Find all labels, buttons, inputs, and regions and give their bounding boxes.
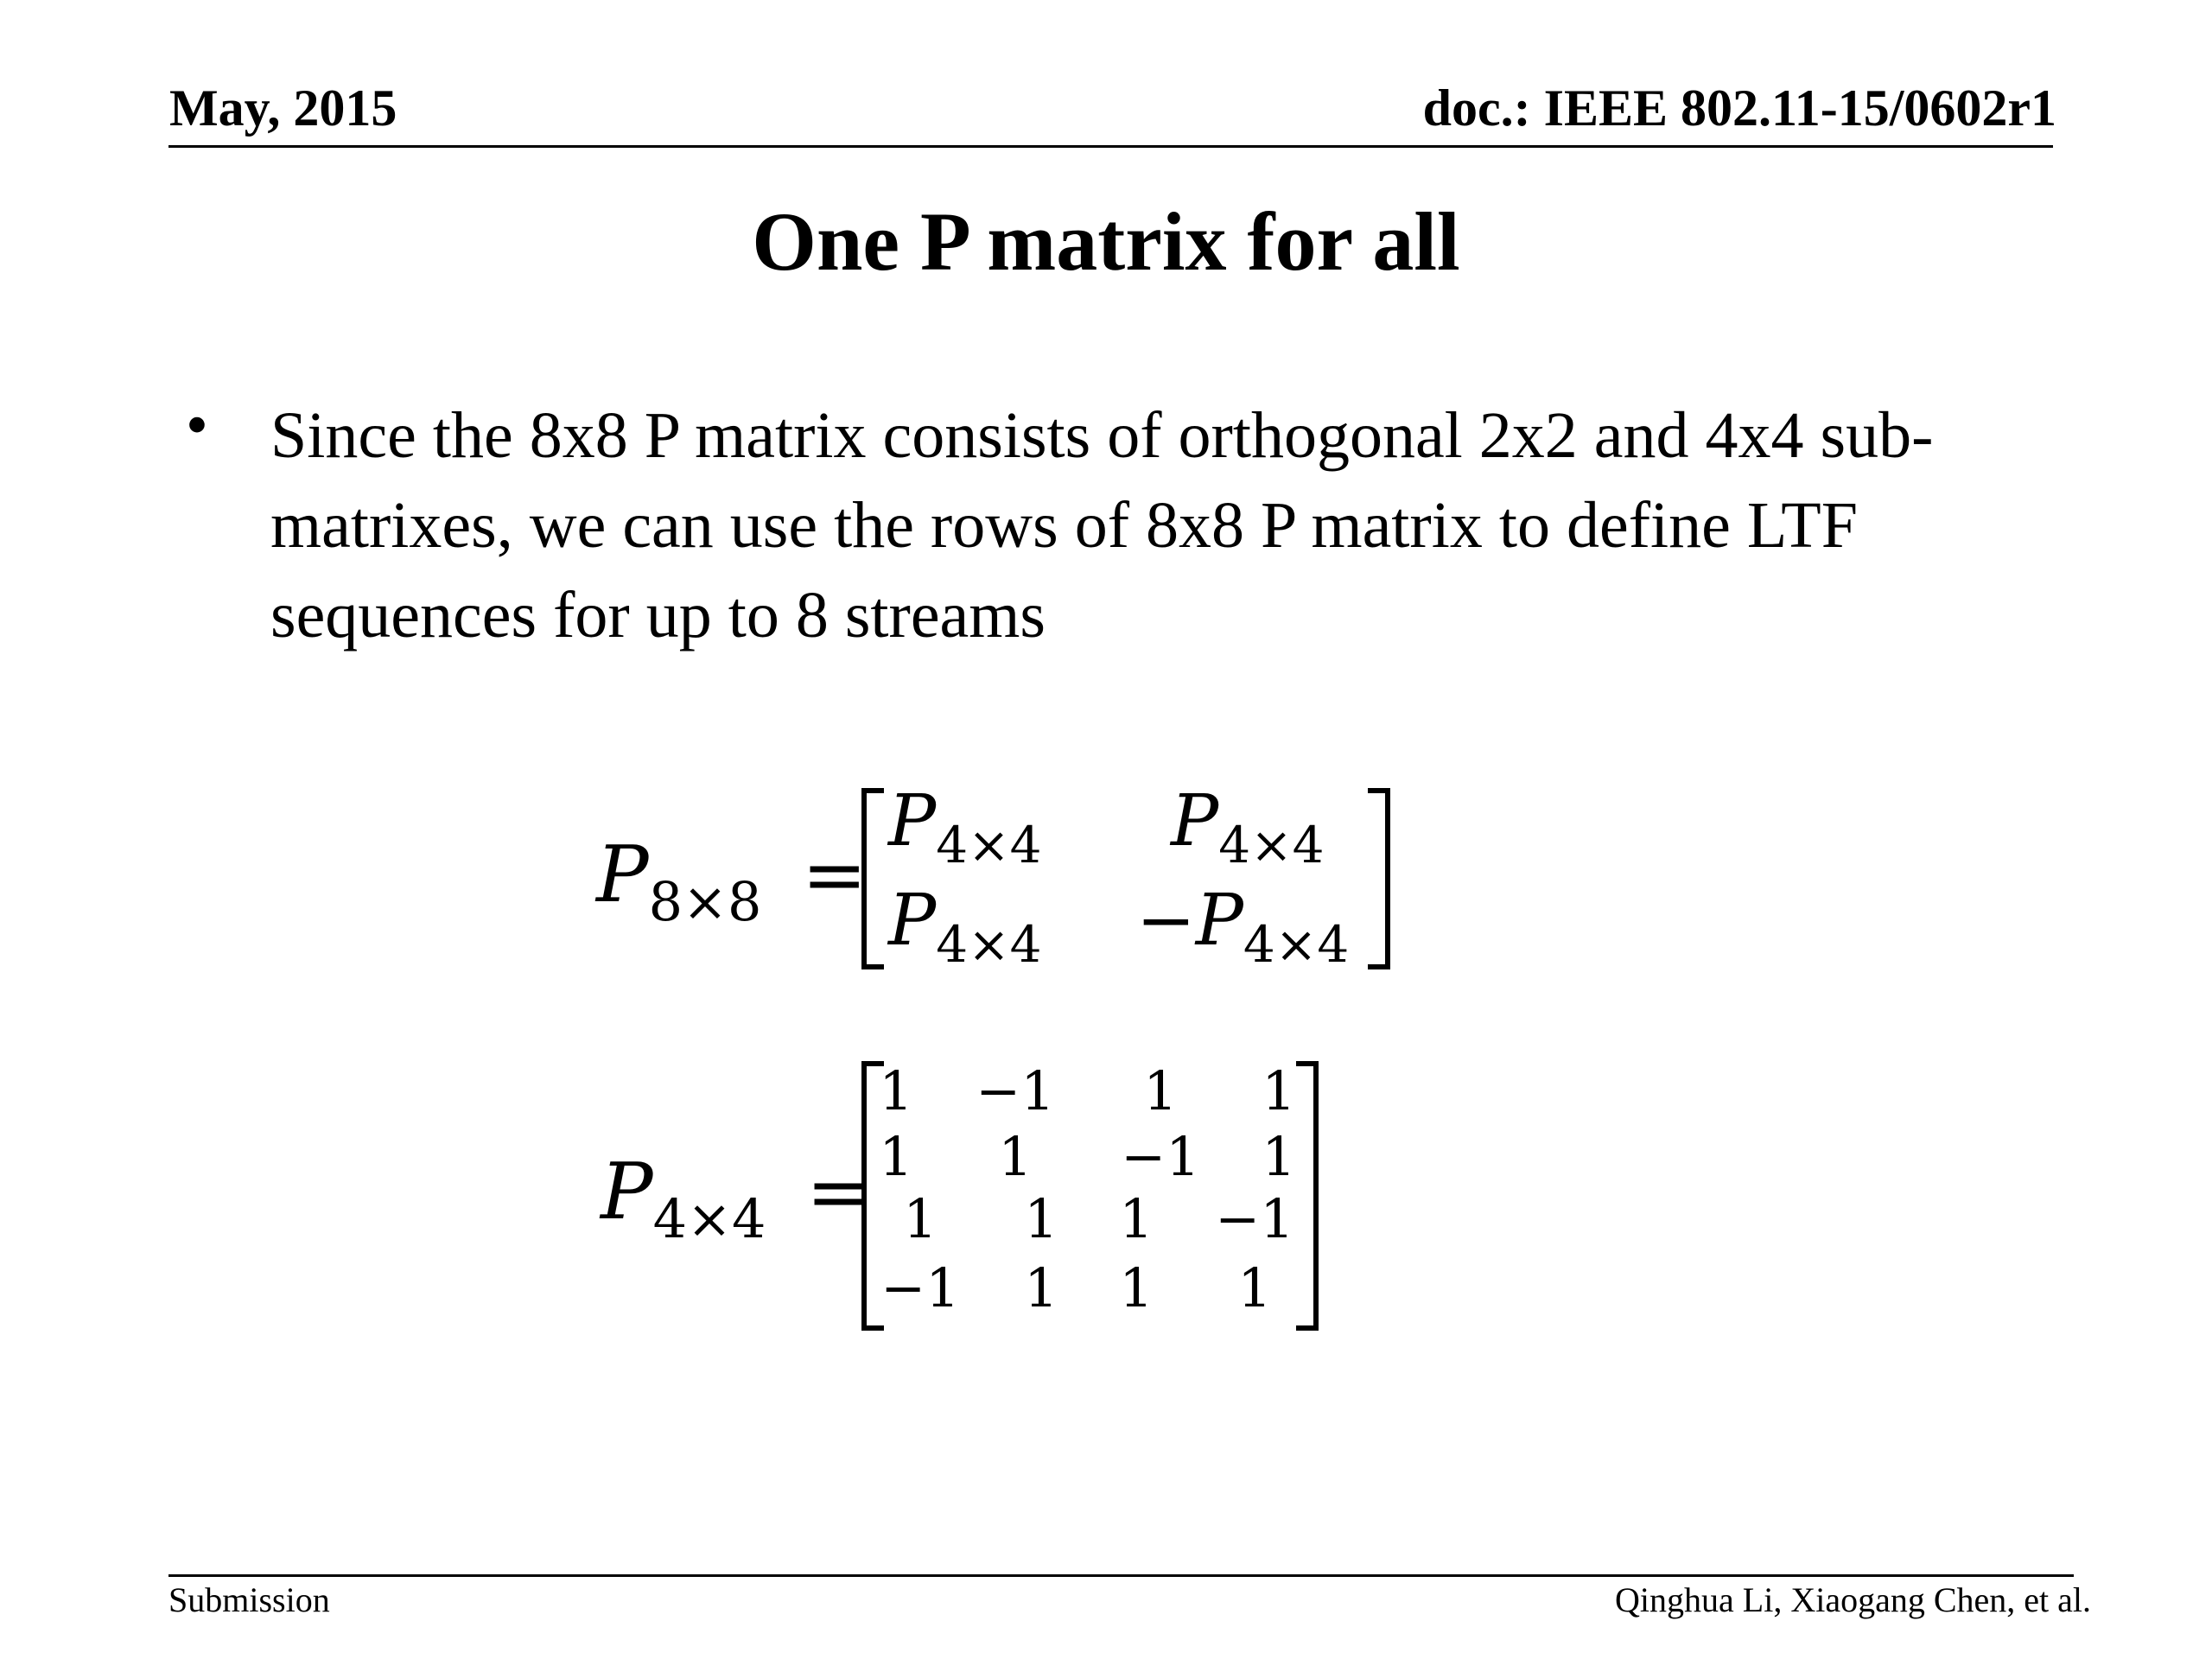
matrix-cell-r2c2: 1 bbox=[998, 1125, 1033, 1188]
matrix-cell-r4c3: 1 bbox=[1119, 1256, 1154, 1319]
matrix-cell-r4c2: 1 bbox=[1024, 1256, 1058, 1319]
equation-p4x4-lhs bbox=[601, 1147, 872, 1250]
bullet-marker: • bbox=[186, 390, 208, 461]
matrix-cell-r3c4: −1 bbox=[1215, 1187, 1294, 1250]
block-cell-r2c1: $P_{4\times 4}$ bbox=[888, 880, 1042, 974]
equals-sign: = bbox=[802, 830, 868, 920]
right-bracket bbox=[1368, 788, 1390, 969]
lhs-subscript: 4×4 bbox=[652, 1187, 766, 1250]
matrix-cell-r1c2: −1 bbox=[976, 1059, 1055, 1122]
matrix-cell-r3c1: 1 bbox=[903, 1187, 938, 1250]
matrix-cell-r1c1: 1 bbox=[879, 1059, 913, 1122]
header-date: May, 2015 bbox=[169, 79, 397, 137]
block-cell-r1c2: $P_{4\times 4}$ bbox=[1171, 780, 1325, 874]
block-cell-r2c2: $-P_{4\times 4}$ bbox=[1136, 880, 1350, 974]
matrix-cell-r1c4: 1 bbox=[1262, 1059, 1296, 1122]
left-bracket bbox=[861, 788, 884, 969]
block-cell-r1c1: $P_{4\times 4}$ bbox=[888, 780, 1042, 874]
lhs-subscript: 8×8 bbox=[648, 870, 762, 933]
equation-p8x8-lhs bbox=[596, 830, 868, 933]
matrix-cell-r1c3: 1 bbox=[1143, 1059, 1178, 1122]
bullet-text: Since the 8x8 P matrix consists of orthogonal 2x2 and 4x4 sub-matrixes, we can use the rows of 8x8 P matrix to define LTF sequences for up to 8 streams bbox=[270, 399, 1934, 652]
equals-sign: = bbox=[806, 1147, 872, 1237]
matrix-cell-r3c3: 1 bbox=[1119, 1187, 1154, 1250]
matrix-cell-r2c4: 1 bbox=[1262, 1125, 1296, 1188]
footer-authors: Qinghua Li, Xiaogang Chen, et al. bbox=[1615, 1580, 2091, 1619]
matrix-cell-r2c3: −1 bbox=[1121, 1125, 1200, 1188]
slide-title: One P matrix for all bbox=[752, 195, 1460, 288]
matrix-cell-r2c1: 1 bbox=[879, 1125, 913, 1188]
header-doc-id: doc.: IEEE 802.11-15/0602r1 bbox=[1422, 79, 2056, 137]
lhs-symbol: P bbox=[601, 1147, 653, 1237]
matrix-cell-r4c4: 1 bbox=[1237, 1256, 1272, 1319]
header-rule bbox=[168, 145, 2053, 148]
matrix-cell-r3c2: 1 bbox=[1024, 1187, 1058, 1250]
lhs-symbol: P bbox=[596, 830, 649, 920]
footer-submission: Submission bbox=[168, 1580, 330, 1619]
footer-rule bbox=[168, 1574, 2074, 1577]
matrix-cell-r4c1: −1 bbox=[880, 1256, 960, 1319]
